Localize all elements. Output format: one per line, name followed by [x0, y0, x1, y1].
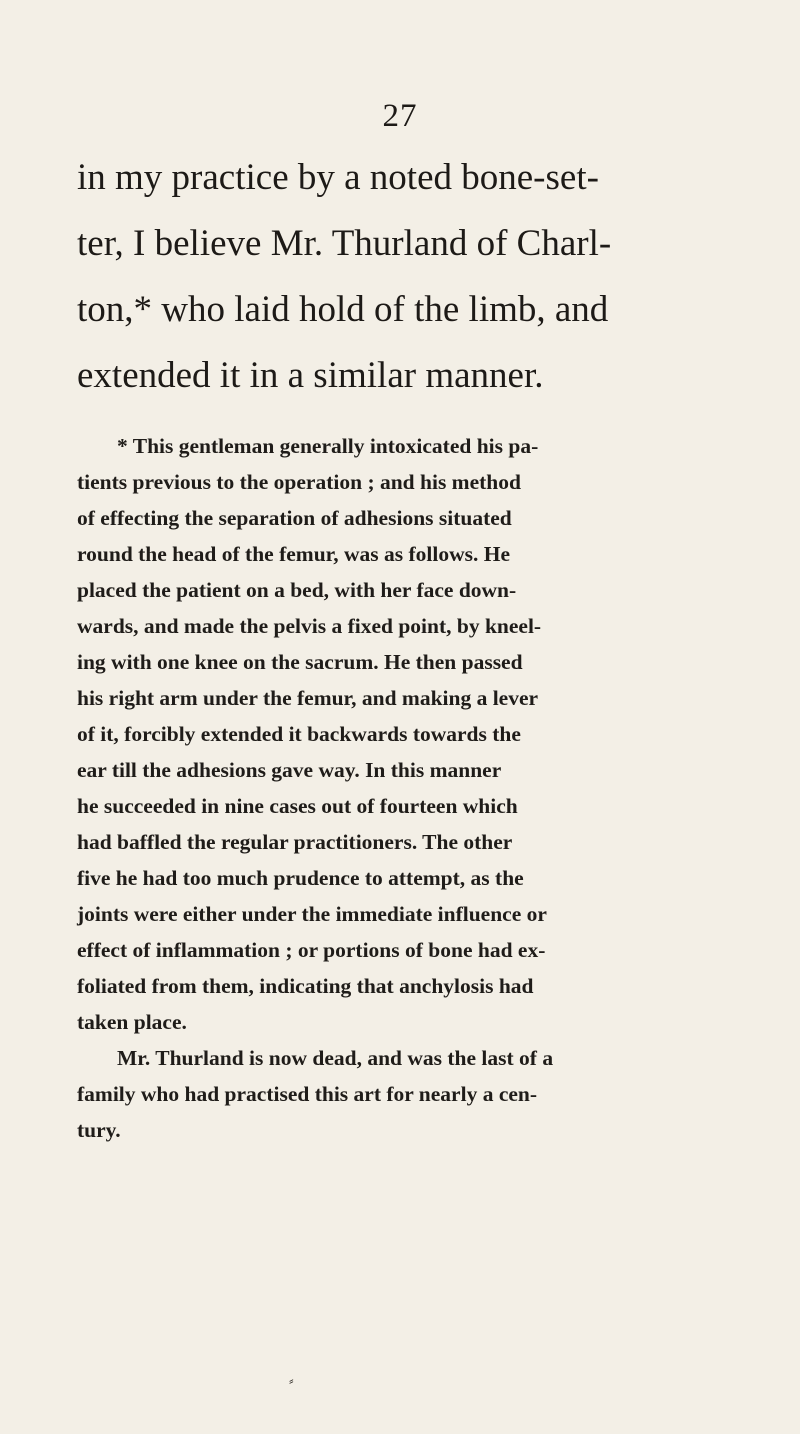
footnote-line-1: * This gentleman generally intoxicated his pa- [117, 434, 539, 458]
footnote-line-16: foliated from them, indicating that anchylosis had [77, 974, 534, 998]
footnote-line-19: family who had practised this art for nearly a cen- [77, 1082, 538, 1106]
footnote-line-12: had baffled the regular practitioners. The other [77, 830, 513, 854]
footnote-line-8: his right arm under the femur, and making a lever [77, 686, 539, 710]
footnote-line-17: taken place. [77, 1010, 187, 1034]
page-number: 27 [382, 98, 418, 134]
footnote-line-20: tury. [77, 1118, 121, 1142]
footnote-line-18: Mr. Thurland is now dead, and was the last of a [117, 1046, 554, 1070]
footnote-line-11: he succeeded in nine cases out of fourteen which [77, 794, 518, 818]
footnote-line-15: effect of inflammation ; or portions of bone had ex- [77, 938, 546, 962]
footnote-line-13: five he had too much prudence to attempt, as the [77, 866, 524, 890]
printing-mark: ⸗ [289, 1374, 294, 1389]
main-text-line-1: in my practice by a noted bone-set- [77, 157, 599, 198]
footnote-line-10: ear till the adhesions gave way. In this manner [77, 758, 502, 782]
main-text-line-4: extended it in a similar manner. [77, 355, 544, 396]
footnote-line-2: tients previous to the operation ; and his method [77, 470, 521, 494]
footnote-line-5: placed the patient on a bed, with her face down- [77, 578, 517, 602]
main-text-line-3: ton,* who laid hold of the limb, and [77, 289, 609, 330]
footnote-line-6: wards, and made the pelvis a fixed point, by kneel- [77, 614, 542, 638]
main-text-line-2: ter, I believe Mr. Thurland of Charl- [77, 223, 612, 264]
footnote-line-7: ing with one knee on the sacrum. He then passed [77, 650, 523, 674]
footnote-line-14: joints were either under the immediate influence or [77, 902, 547, 926]
footnote-line-4: round the head of the femur, was as follows. He [77, 542, 511, 566]
footnote-line-3: of effecting the separation of adhesions situated [77, 506, 512, 530]
footnote-line-9: of it, forcibly extended it backwards towards the [77, 722, 521, 746]
